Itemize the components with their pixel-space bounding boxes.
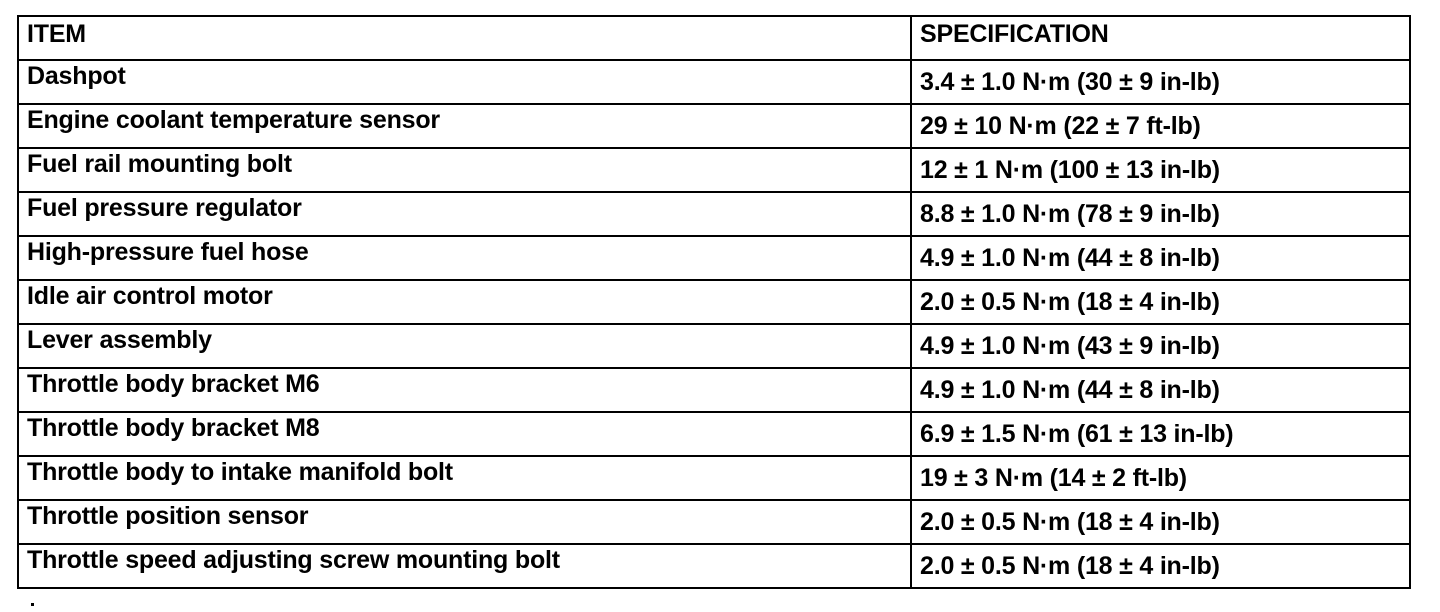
- item-cell: Fuel rail mounting bolt: [18, 148, 911, 192]
- table-row: [18, 192, 1410, 236]
- specification-cell: 2.0 ± 0.5 N·m (18 ± 4 in-lb): [911, 544, 1410, 588]
- item-cell: Lever assembly: [18, 324, 911, 368]
- torque-specification-table: [17, 15, 1411, 589]
- specification-cell: 4.9 ± 1.0 N·m (44 ± 8 in-lb): [911, 368, 1410, 412]
- table-row: [18, 500, 1410, 544]
- specification-cell: 4.9 ± 1.0 N·m (43 ± 9 in-lb): [911, 324, 1410, 368]
- item-cell: Idle air control motor: [18, 280, 911, 324]
- table-row: [18, 148, 1410, 192]
- item-cell: Throttle body bracket M6: [18, 368, 911, 412]
- table-row: [18, 280, 1410, 324]
- specification-cell: 8.8 ± 1.0 N·m (78 ± 9 in-lb): [911, 192, 1410, 236]
- table-row: [18, 324, 1410, 368]
- item-cell: High-pressure fuel hose: [18, 236, 911, 280]
- specification-cell: 12 ± 1 N·m (100 ± 13 in-lb): [911, 148, 1410, 192]
- header-item: ITEM: [18, 16, 911, 60]
- item-cell: Throttle body to intake manifold bolt: [18, 456, 911, 500]
- specification-cell: 19 ± 3 N·m (14 ± 2 ft-lb): [911, 456, 1410, 500]
- specification-cell: 2.0 ± 0.5 N·m (18 ± 4 in-lb): [911, 280, 1410, 324]
- header-row: [18, 16, 1410, 60]
- specification-cell: 2.0 ± 0.5 N·m (18 ± 4 in-lb): [911, 500, 1410, 544]
- specification-cell: 3.4 ± 1.0 N·m (30 ± 9 in-lb): [911, 60, 1410, 104]
- table-row: [18, 544, 1410, 588]
- table-row: [18, 236, 1410, 280]
- header-specification: SPECIFICATION: [911, 16, 1410, 60]
- item-cell: Engine coolant temperature sensor: [18, 104, 911, 148]
- item-cell: Dashpot: [18, 60, 911, 104]
- table-body: [18, 60, 1410, 588]
- specification-cell: 6.9 ± 1.5 N·m (61 ± 13 in-lb): [911, 412, 1410, 456]
- item-cell: Throttle position sensor: [18, 500, 911, 544]
- table-row: [18, 456, 1410, 500]
- scan-speck: [31, 603, 34, 606]
- specification-cell: 29 ± 10 N·m (22 ± 7 ft-lb): [911, 104, 1410, 148]
- table-row: [18, 412, 1410, 456]
- item-cell: Throttle body bracket M8: [18, 412, 911, 456]
- specification-cell: 4.9 ± 1.0 N·m (44 ± 8 in-lb): [911, 236, 1410, 280]
- table-row: [18, 60, 1410, 104]
- table-row: [18, 368, 1410, 412]
- table-header: [18, 16, 1410, 60]
- table-row: [18, 104, 1410, 148]
- item-cell: Fuel pressure regulator: [18, 192, 911, 236]
- item-cell: Throttle speed adjusting screw mounting bolt: [18, 544, 911, 588]
